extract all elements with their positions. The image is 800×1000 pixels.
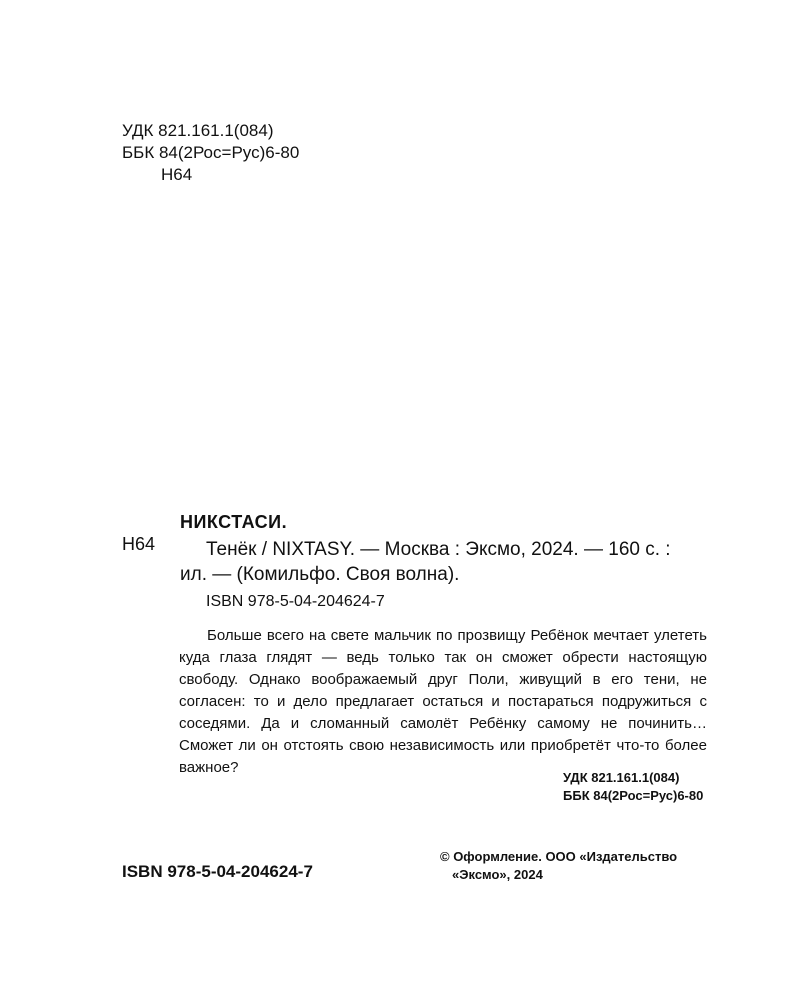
author-mark: Н64 [122,534,156,554]
udk-code-card: УДК 821.161.1(084) [563,770,680,785]
author-heading: НИКСТАСИ. [180,512,288,532]
annotation-text: Больше всего на свете мальчик по прозвищу Ребёнок мечтает улететь куда глаза глядят — ведь только так он сможет обрести настоящую свободу. Однако воображаемый друг Поли, живущий в его тени, не согласен: то и дело предлагает остаться и постараться подружиться с соседями. Да и сломанный самолёт Ребёнку самому не починить… Сможет ли он отстоять свою независимость или приобретёт что-то более важное? [179,627,707,776]
author-mark-top: Н64 [161,165,193,184]
footer-isbn: ISBN 978-5-04-204624-7 [122,862,313,881]
copyright-line-2: «Эксмо», 2024 [452,867,543,882]
bbk-code-card: ББК 84(2Рос=Рус)6-80 [563,788,704,803]
udk-code-top: УДК 821.161.1(084) [122,121,274,140]
copyright-line-1: © Оформление. ООО «Издательство [440,849,678,864]
bbk-code-top: ББК 84(2Рос=Рус)6-80 [122,143,300,162]
bibliographic-line-2: ил. — (Комильфо. Своя волна). [180,564,460,585]
card-isbn: ISBN 978-5-04-204624-7 [206,593,385,610]
bibliographic-line-1: Тенёк / NIXTASY. — Москва : Эксмо, 2024. — 160 с. : [206,539,671,560]
